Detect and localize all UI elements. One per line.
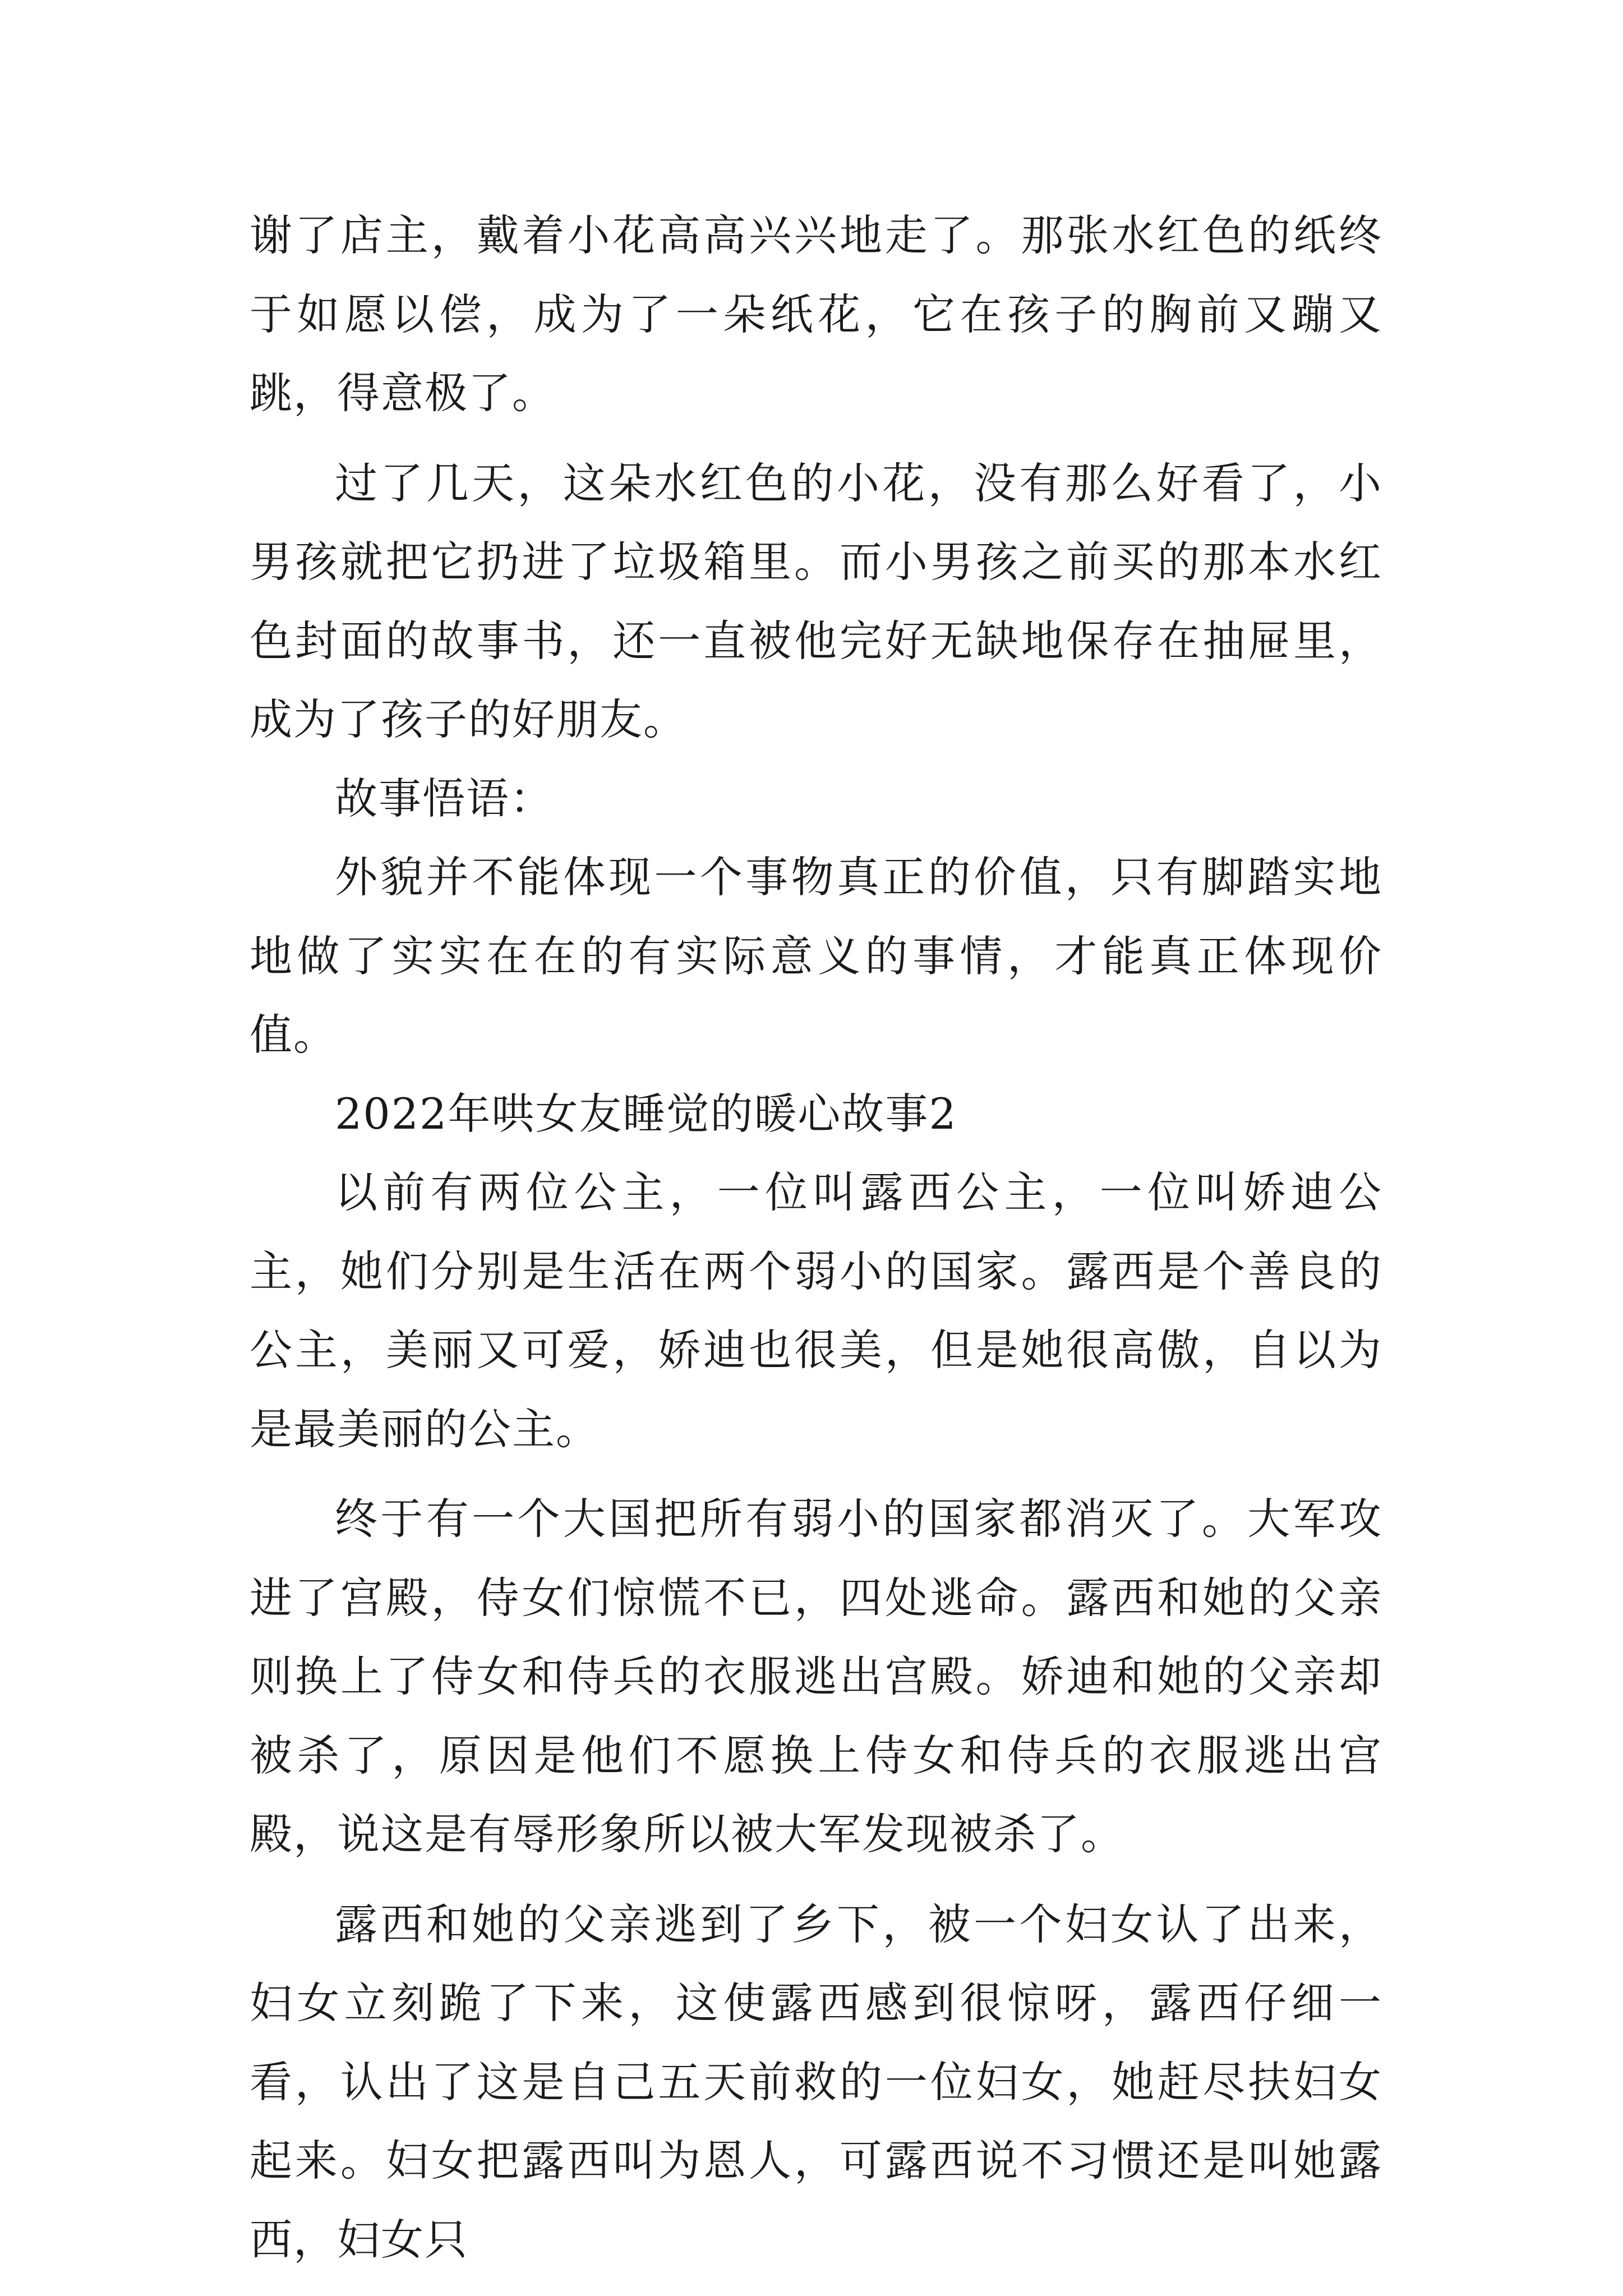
paragraph-continuation: 谢了店主，戴着小花高高兴兴地走了。那张水红色的纸终于如愿以偿，成为了一朵纸花，它在孩子的胸前又蹦又跳，得意极了。 bbox=[250, 210, 1382, 418]
paragraph: 终于有一个大国把所有弱小的国家都消灭了。大军攻进了宫殿，侍女们惊慌不已，四处逃命。露西和她的父亲则换上了侍女和侍兵的衣服逃出宫殿。娇迪和她的父亲却被杀了，原因是他们不愿换上侍女和侍兵的衣服逃出宫殿，说这是有辱形象所以被大军发现被杀了。 bbox=[250, 1494, 1382, 1859]
paragraph-story-moral-label: 故事悟语： bbox=[335, 773, 554, 823]
paragraph: 露西和她的父亲逃到了乡下，被一个妇女认了出来，妇女立刻跪了下来，这使露西感到很惊呀，露西仔细一看，认出了这是自己五天前救的一位妇女，她赶尽扶妇女起来。妇女把露西叫为恩人，可露西说不习惯还是叫她露西，妇女只 bbox=[250, 1899, 1382, 2265]
section-heading: 2022年哄女友睡觉的暖心故事2 bbox=[335, 1088, 957, 1139]
paragraph: 以前有两位公主，一位叫露西公主，一位叫娇迪公主，她们分别是生活在两个弱小的国家。露西是个善良的公主，美丽又可爱，娇迪也很美，但是她很高傲，自以为是最美丽的公主。 bbox=[250, 1167, 1382, 1454]
paragraph: 过了几天，这朵水红色的小花，没有那么好看了，小男孩就把它扔进了垃圾箱里。而小男孩之前买的那本水红色封面的故事书，还一直被他完好无缺地保存在抽屉里，成为了孩子的好朋友。 bbox=[250, 458, 1382, 744]
paragraph-story-moral: 外貌并不能体现一个事物真正的价值，只有脚踏实地地做了实实在在的有实际意义的事情，才能真正体现价值。 bbox=[250, 852, 1382, 1060]
document-body bbox=[250, 196, 1382, 2279]
